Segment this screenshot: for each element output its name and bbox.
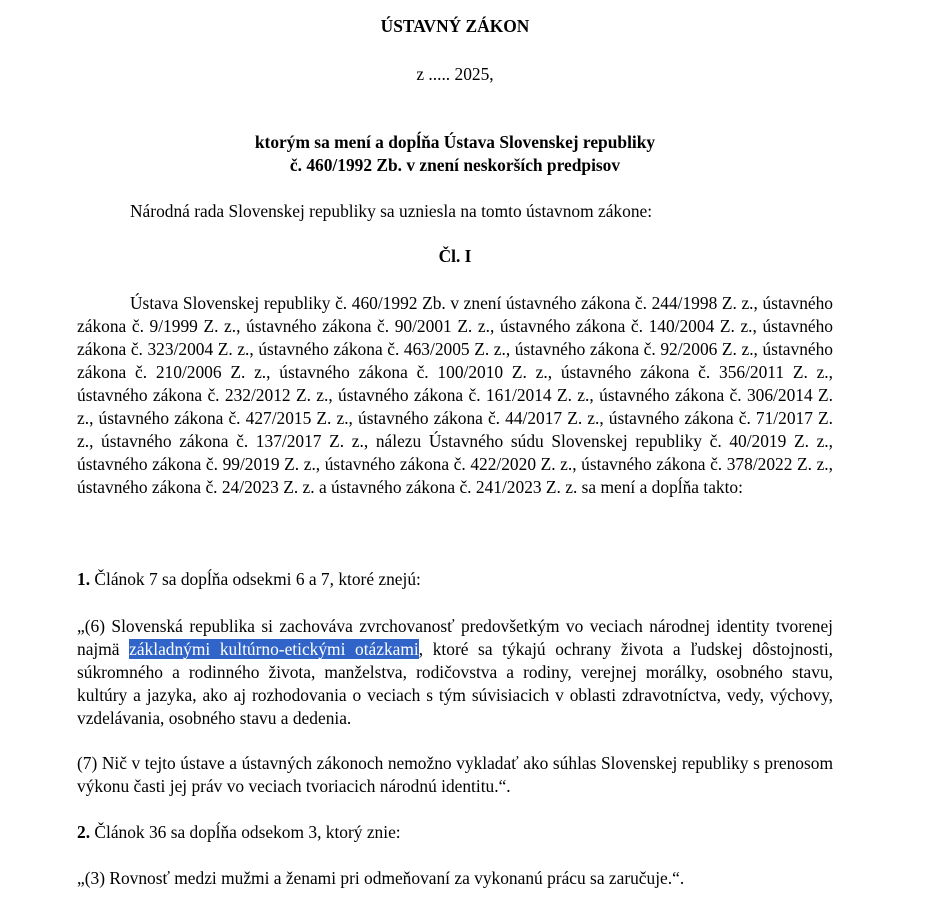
- selected-text-highlight[interactable]: základnými kultúrno-etickými otázkami: [129, 639, 419, 659]
- point-2-number: 2.: [77, 822, 91, 842]
- paragraph-3: „(3) Rovnosť medzi mužmi a ženami pri odmeňovaní za vykonanú prácu sa zaručuje.“.: [77, 868, 685, 888]
- point-1-number: 1.: [77, 569, 91, 589]
- main-paragraph: Ústava Slovenskej republiky č. 460/1992 Zb. v znení ústavného zákona č. 244/1998 Z. z., ústavného zákona č. 9/1999 Z. z., ústavného zákona č. 90/2001 Z. z., ústavného zákona č. 140/2004 Z. z., ústavného zákona č. 323/2004 Z. z., ústavného zákona č. 463/2005 Z. z., ústavného zákona č. 92/2006 Z. z., ústavného zákona č. 210/2006 Z. z., ústavného zákona č. 100/2010 Z. z., ústavného zákona č. 356/2011 Z. z., ústavného zákona č. 232/2012 Z. z., ústavného zákona č. 161/2014 Z. z., ústavného zákona č. 306/2014 Z. z., ústavného zákona č. 427/2015 Z. z., ústavného zákona č. 44/2017 Z. z., ústavného zákona č. 71/2017 Z. z., ústavného zákona č. 137/2017 Z. z., nálezu Ústavného súdu Slovenskej republiky č. 40/2019 Z. z., ústavného zákona č. 99/2019 Z. z., ústavného zákona č. 422/2020 Z. z., ústavného zákona č. 378/2022 Z. z., ústavného zákona č. 24/2023 Z. z. a ústavného zákona č. 241/2023 Z. z. sa mení a dopĺňa takto:: [77, 293, 833, 497]
- document-subtitle: [77, 131, 833, 177]
- intro-sentence: Národná rada Slovenskej republiky sa uzniesla na tomto ústavnom zákone:: [130, 201, 653, 221]
- paragraph-6-text-before: „(6) Slovenská republika si zachováva zvrchovanosť predovšetkým vo veciach národnej identity tvorenej najmä: [77, 616, 833, 659]
- article-heading: Čl. I: [438, 246, 472, 266]
- point-2-text: Článok 36 sa dopĺňa odsekom 3, ktorý znie:: [90, 822, 401, 842]
- document-date: z ..... 2025,: [416, 64, 494, 84]
- paragraph-6-text-after: , ktoré sa týkajú ochrany života a ľudskej dôstojnosti, súkromného a rodinného života, manželstva, rodičovstva a rodiny, verejnej morálky, osobného stavu, kultúry a jazyka, ako aj rozhodovania o veciach s tým súvisiacich v oblasti zdravotníctva, vedy, výchovy, vzdelávania, osobného stavu a dedenia.: [77, 639, 834, 728]
- paragraph-7: (7) Nič v tejto ústave a ústavných zákonoch nemožno vykladať ako súhlas Slovenskej republiky s prenosom výkonu časti jej práv vo veciach tvoriacich národnú identitu.“.: [77, 753, 833, 796]
- paragraph-6[interactable]: [77, 615, 833, 730]
- point-1-text: Článok 7 sa dopĺňa odsekmi 6 a 7, ktoré znejú:: [90, 569, 421, 589]
- point-1: [77, 568, 833, 591]
- document-title: ÚSTAVNÝ ZÁKON: [380, 16, 530, 36]
- point-2: [77, 821, 833, 844]
- subtitle-line-1: ktorým sa mení a dopĺňa Ústava Slovenskej republiky: [254, 132, 656, 152]
- subtitle-line-2: č. 460/1992 Zb. v znení neskorších predpisov: [289, 155, 621, 175]
